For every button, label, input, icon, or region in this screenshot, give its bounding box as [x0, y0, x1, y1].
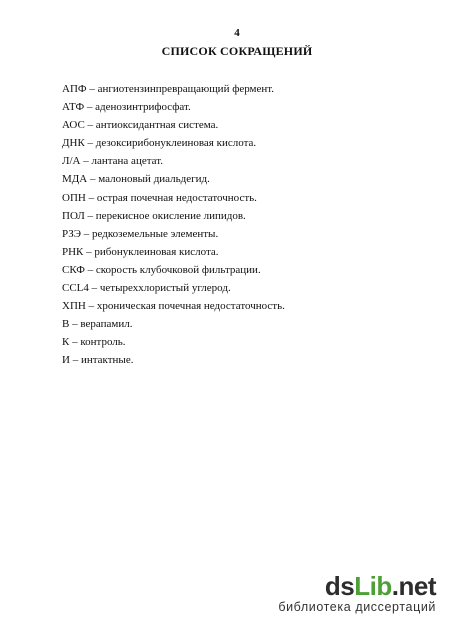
watermark-caption: библиотека диссертаций	[278, 600, 436, 614]
abbreviation-item: АОС – антиоксидантная система.	[62, 119, 219, 132]
watermark	[276, 572, 436, 614]
abbreviation-item: РЗЭ – редкоземельные элементы.	[62, 227, 219, 240]
abbreviation-item: РНК – рибонуклеиновая кислота.	[62, 245, 219, 258]
watermark-logo-lib: Lib	[354, 571, 392, 601]
abbreviation-item: ХПН – хроническая почечная недостаточность.	[62, 300, 285, 313]
abbreviation-item: АПФ – ангиотензинпревращающий фермент.	[62, 83, 275, 95]
abbreviation-item: ПОЛ – перекисное окисление липидов.	[62, 209, 246, 222]
watermark-logo-dot: .	[391, 571, 399, 601]
abbreviation-item: И – интактные.	[62, 354, 134, 367]
abbreviation-item: АТФ – аденозинтрифосфат.	[62, 101, 191, 114]
abbreviation-item: ОПН – острая почечная недостаточность.	[62, 191, 257, 204]
abbreviation-item: В – верапамил.	[62, 318, 133, 331]
watermark-logo	[276, 572, 436, 600]
abbreviation-item: CCL4 – четыреххлористый углерод.	[62, 282, 231, 295]
abbreviation-item: Л/А – лантана ацетат.	[62, 155, 163, 168]
page-title: СПИСОК СОКРАЩЕНИЙ	[161, 44, 313, 58]
page-number: 4	[234, 27, 240, 39]
abbreviation-item: СКФ – скорость клубочковой фильтрации.	[62, 263, 261, 276]
abbreviation-item: МДА – малоновый диальдегид.	[62, 173, 210, 186]
watermark-logo-ds: ds	[324, 571, 355, 601]
abbreviation-list	[62, 80, 285, 370]
watermark-logo-net: net	[398, 571, 436, 601]
abbreviation-item: К – контроль.	[62, 336, 126, 349]
abbreviation-item: ДНК – дезоксирибонуклеиновая кислота.	[62, 137, 257, 150]
